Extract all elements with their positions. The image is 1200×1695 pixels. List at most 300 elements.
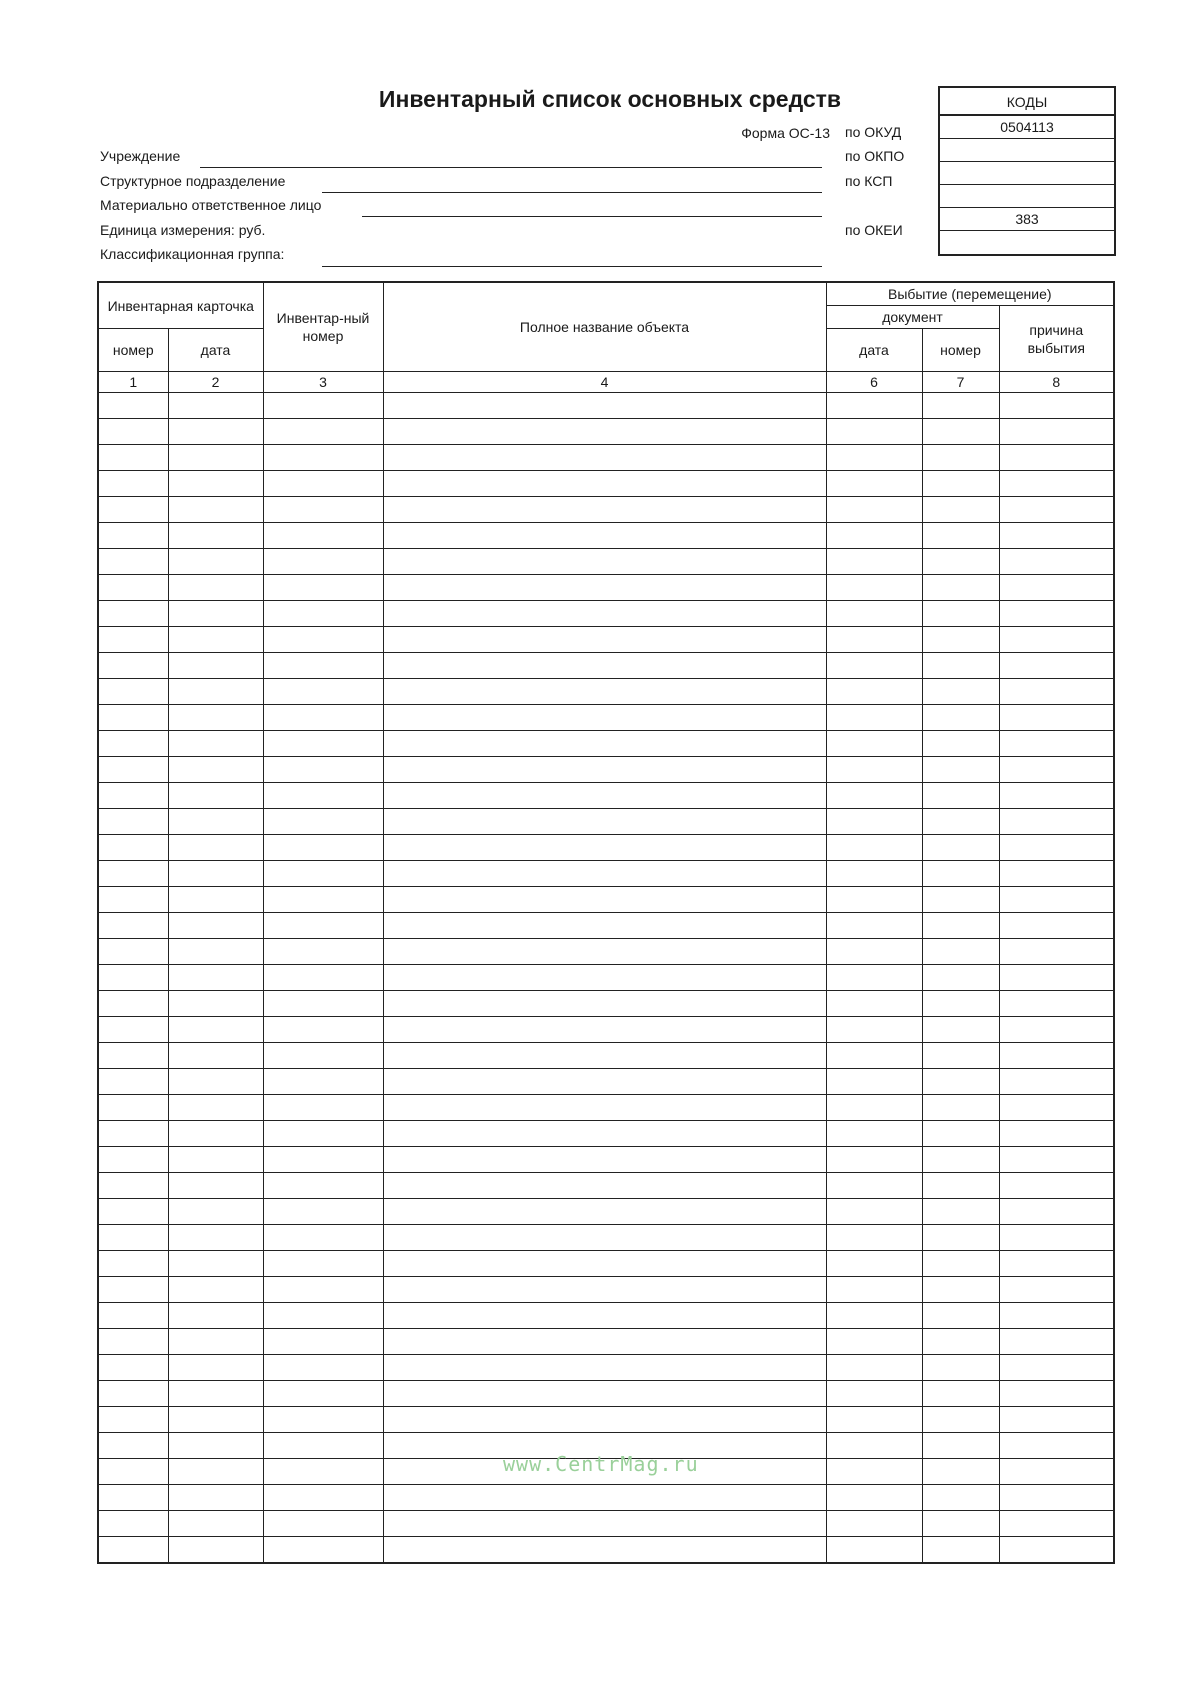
- table-cell[interactable]: [922, 1537, 999, 1564]
- table-cell[interactable]: [168, 1277, 263, 1303]
- table-cell[interactable]: [999, 939, 1114, 965]
- table-cell[interactable]: [922, 783, 999, 809]
- table-cell[interactable]: [826, 523, 922, 549]
- table-cell[interactable]: [98, 965, 168, 991]
- table-cell[interactable]: [999, 1381, 1114, 1407]
- table-cell[interactable]: [168, 1173, 263, 1199]
- table-cell[interactable]: [98, 1173, 168, 1199]
- table-cell[interactable]: [922, 1147, 999, 1173]
- table-cell[interactable]: [826, 497, 922, 523]
- table-cell[interactable]: [999, 1407, 1114, 1433]
- table-cell[interactable]: [922, 1251, 999, 1277]
- table-cell[interactable]: [383, 1069, 826, 1095]
- code-okpo[interactable]: [940, 139, 1114, 162]
- table-cell[interactable]: [263, 861, 383, 887]
- table-cell[interactable]: [168, 1043, 263, 1069]
- table-cell[interactable]: [922, 445, 999, 471]
- table-cell[interactable]: [826, 991, 922, 1017]
- table-cell[interactable]: [168, 549, 263, 575]
- table-cell[interactable]: [98, 549, 168, 575]
- table-cell[interactable]: [383, 887, 826, 913]
- table-cell[interactable]: [922, 575, 999, 601]
- table-cell[interactable]: [263, 627, 383, 653]
- table-cell[interactable]: [168, 497, 263, 523]
- table-cell[interactable]: [999, 1199, 1114, 1225]
- table-cell[interactable]: [383, 419, 826, 445]
- table-cell[interactable]: [999, 549, 1114, 575]
- table-cell[interactable]: [98, 835, 168, 861]
- table-cell[interactable]: [263, 757, 383, 783]
- table-cell[interactable]: [168, 393, 263, 419]
- table-cell[interactable]: [999, 1173, 1114, 1199]
- table-cell[interactable]: [922, 1355, 999, 1381]
- table-cell[interactable]: [383, 1277, 826, 1303]
- table-cell[interactable]: [263, 445, 383, 471]
- table-cell[interactable]: [98, 419, 168, 445]
- table-cell[interactable]: [98, 1277, 168, 1303]
- table-cell[interactable]: [383, 523, 826, 549]
- table-cell[interactable]: [383, 1225, 826, 1251]
- table-cell[interactable]: [98, 783, 168, 809]
- table-cell[interactable]: [383, 1199, 826, 1225]
- table-cell[interactable]: [383, 1251, 826, 1277]
- table-cell[interactable]: [263, 887, 383, 913]
- table-cell[interactable]: [263, 1277, 383, 1303]
- table-cell[interactable]: [826, 575, 922, 601]
- table-cell[interactable]: [168, 757, 263, 783]
- table-cell[interactable]: [98, 1485, 168, 1511]
- table-cell[interactable]: [98, 1329, 168, 1355]
- table-cell[interactable]: [263, 679, 383, 705]
- table-cell[interactable]: [168, 965, 263, 991]
- table-cell[interactable]: [383, 1485, 826, 1511]
- table-cell[interactable]: [922, 1459, 999, 1485]
- table-cell[interactable]: [168, 1225, 263, 1251]
- table-cell[interactable]: [383, 471, 826, 497]
- table-cell[interactable]: [383, 1303, 826, 1329]
- table-cell[interactable]: [826, 1381, 922, 1407]
- table-cell[interactable]: [826, 1459, 922, 1485]
- table-cell[interactable]: [999, 835, 1114, 861]
- table-cell[interactable]: [999, 601, 1114, 627]
- table-cell[interactable]: [263, 419, 383, 445]
- table-cell[interactable]: [999, 1485, 1114, 1511]
- table-cell[interactable]: [98, 627, 168, 653]
- table-cell[interactable]: [383, 1381, 826, 1407]
- table-cell[interactable]: [263, 497, 383, 523]
- table-cell[interactable]: [98, 705, 168, 731]
- table-cell[interactable]: [383, 1355, 826, 1381]
- table-cell[interactable]: [383, 653, 826, 679]
- table-cell[interactable]: [922, 1485, 999, 1511]
- table-cell[interactable]: [263, 835, 383, 861]
- table-cell[interactable]: [98, 757, 168, 783]
- table-cell[interactable]: [922, 679, 999, 705]
- table-cell[interactable]: [999, 1433, 1114, 1459]
- table-cell[interactable]: [999, 1511, 1114, 1537]
- table-cell[interactable]: [263, 575, 383, 601]
- table-cell[interactable]: [922, 1329, 999, 1355]
- table-cell[interactable]: [263, 1017, 383, 1043]
- table-cell[interactable]: [168, 1329, 263, 1355]
- table-cell[interactable]: [98, 679, 168, 705]
- table-cell[interactable]: [922, 835, 999, 861]
- table-cell[interactable]: [168, 1537, 263, 1564]
- table-cell[interactable]: [826, 1199, 922, 1225]
- table-cell[interactable]: [826, 1095, 922, 1121]
- table-cell[interactable]: [922, 965, 999, 991]
- table-cell[interactable]: [922, 523, 999, 549]
- table-cell[interactable]: [999, 1017, 1114, 1043]
- table-cell[interactable]: [922, 627, 999, 653]
- table-cell[interactable]: [999, 1121, 1114, 1147]
- table-cell[interactable]: [168, 887, 263, 913]
- table-cell[interactable]: [168, 627, 263, 653]
- table-cell[interactable]: [263, 1199, 383, 1225]
- table-cell[interactable]: [383, 1329, 826, 1355]
- table-cell[interactable]: [98, 1147, 168, 1173]
- table-cell[interactable]: [922, 757, 999, 783]
- table-cell[interactable]: [168, 1407, 263, 1433]
- table-cell[interactable]: [999, 679, 1114, 705]
- table-cell[interactable]: [263, 705, 383, 731]
- table-cell[interactable]: [383, 861, 826, 887]
- table-cell[interactable]: [263, 913, 383, 939]
- table-cell[interactable]: [383, 965, 826, 991]
- table-cell[interactable]: [922, 939, 999, 965]
- table-cell[interactable]: [999, 1277, 1114, 1303]
- table-cell[interactable]: [383, 1121, 826, 1147]
- table-cell[interactable]: [263, 991, 383, 1017]
- table-cell[interactable]: [922, 887, 999, 913]
- table-cell[interactable]: [826, 1017, 922, 1043]
- table-cell[interactable]: [98, 1225, 168, 1251]
- table-cell[interactable]: [999, 1225, 1114, 1251]
- code-blank-2[interactable]: [940, 231, 1114, 254]
- table-cell[interactable]: [263, 1485, 383, 1511]
- table-cell[interactable]: [383, 601, 826, 627]
- table-cell[interactable]: [98, 497, 168, 523]
- table-cell[interactable]: [263, 601, 383, 627]
- table-cell[interactable]: [922, 1407, 999, 1433]
- table-cell[interactable]: [383, 783, 826, 809]
- table-cell[interactable]: [922, 1303, 999, 1329]
- table-cell[interactable]: [98, 1095, 168, 1121]
- table-cell[interactable]: [922, 653, 999, 679]
- field-line-class-group[interactable]: [322, 266, 822, 267]
- table-cell[interactable]: [826, 679, 922, 705]
- table-cell[interactable]: [98, 1433, 168, 1459]
- table-cell[interactable]: [826, 1303, 922, 1329]
- table-cell[interactable]: [922, 809, 999, 835]
- table-cell[interactable]: [98, 1199, 168, 1225]
- table-cell[interactable]: [826, 1251, 922, 1277]
- table-cell[interactable]: [98, 1017, 168, 1043]
- table-cell[interactable]: [999, 965, 1114, 991]
- table-cell[interactable]: [98, 1069, 168, 1095]
- table-cell[interactable]: [383, 393, 826, 419]
- table-cell[interactable]: [263, 809, 383, 835]
- table-cell[interactable]: [826, 705, 922, 731]
- field-line-division[interactable]: [322, 192, 822, 193]
- table-cell[interactable]: [263, 653, 383, 679]
- table-cell[interactable]: [263, 731, 383, 757]
- table-cell[interactable]: [999, 523, 1114, 549]
- table-cell[interactable]: [826, 471, 922, 497]
- table-cell[interactable]: [826, 731, 922, 757]
- table-cell[interactable]: [999, 861, 1114, 887]
- code-ksp[interactable]: [940, 162, 1114, 185]
- table-cell[interactable]: [826, 1225, 922, 1251]
- table-cell[interactable]: [168, 1095, 263, 1121]
- table-cell[interactable]: [168, 991, 263, 1017]
- table-cell[interactable]: [999, 887, 1114, 913]
- table-cell[interactable]: [999, 705, 1114, 731]
- table-cell[interactable]: [383, 809, 826, 835]
- table-cell[interactable]: [98, 861, 168, 887]
- table-cell[interactable]: [922, 1433, 999, 1459]
- table-cell[interactable]: [263, 1381, 383, 1407]
- table-cell[interactable]: [263, 1225, 383, 1251]
- table-cell[interactable]: [168, 653, 263, 679]
- table-cell[interactable]: [168, 1433, 263, 1459]
- table-cell[interactable]: [263, 1355, 383, 1381]
- table-cell[interactable]: [98, 1121, 168, 1147]
- table-cell[interactable]: [922, 861, 999, 887]
- table-cell[interactable]: [922, 497, 999, 523]
- table-cell[interactable]: [168, 1147, 263, 1173]
- table-cell[interactable]: [922, 913, 999, 939]
- table-cell[interactable]: [999, 627, 1114, 653]
- table-cell[interactable]: [999, 1537, 1114, 1564]
- table-cell[interactable]: [263, 1069, 383, 1095]
- table-cell[interactable]: [98, 939, 168, 965]
- table-cell[interactable]: [98, 393, 168, 419]
- table-cell[interactable]: [383, 835, 826, 861]
- table-cell[interactable]: [922, 1043, 999, 1069]
- table-cell[interactable]: [263, 1043, 383, 1069]
- table-cell[interactable]: [263, 1537, 383, 1564]
- table-cell[interactable]: [168, 1199, 263, 1225]
- table-cell[interactable]: [263, 1121, 383, 1147]
- table-cell[interactable]: [999, 1459, 1114, 1485]
- table-cell[interactable]: [999, 1303, 1114, 1329]
- table-cell[interactable]: [98, 1407, 168, 1433]
- table-cell[interactable]: [999, 809, 1114, 835]
- code-okei[interactable]: 383: [940, 208, 1114, 231]
- table-cell[interactable]: [168, 523, 263, 549]
- table-cell[interactable]: [263, 965, 383, 991]
- table-cell[interactable]: [168, 1511, 263, 1537]
- table-cell[interactable]: [98, 1251, 168, 1277]
- table-cell[interactable]: [826, 627, 922, 653]
- table-cell[interactable]: [263, 783, 383, 809]
- table-cell[interactable]: [263, 523, 383, 549]
- table-cell[interactable]: [826, 861, 922, 887]
- table-cell[interactable]: [168, 1355, 263, 1381]
- table-cell[interactable]: [383, 1173, 826, 1199]
- table-cell[interactable]: [383, 445, 826, 471]
- table-cell[interactable]: [383, 731, 826, 757]
- table-cell[interactable]: [383, 679, 826, 705]
- table-cell[interactable]: [922, 991, 999, 1017]
- table-cell[interactable]: [98, 575, 168, 601]
- table-cell[interactable]: [98, 1459, 168, 1485]
- table-cell[interactable]: [826, 913, 922, 939]
- table-cell[interactable]: [263, 549, 383, 575]
- table-cell[interactable]: [98, 653, 168, 679]
- table-cell[interactable]: [383, 939, 826, 965]
- table-cell[interactable]: [826, 1173, 922, 1199]
- table-cell[interactable]: [922, 1277, 999, 1303]
- table-cell[interactable]: [999, 393, 1114, 419]
- table-cell[interactable]: [263, 1173, 383, 1199]
- table-cell[interactable]: [999, 991, 1114, 1017]
- table-cell[interactable]: [999, 653, 1114, 679]
- table-cell[interactable]: [826, 1329, 922, 1355]
- table-cell[interactable]: [826, 1069, 922, 1095]
- table-cell[interactable]: [999, 1069, 1114, 1095]
- table-cell[interactable]: [826, 549, 922, 575]
- table-cell[interactable]: [168, 1381, 263, 1407]
- table-cell[interactable]: [98, 809, 168, 835]
- table-cell[interactable]: [999, 471, 1114, 497]
- table-cell[interactable]: [999, 1329, 1114, 1355]
- table-cell[interactable]: [263, 1329, 383, 1355]
- table-cell[interactable]: [826, 653, 922, 679]
- table-cell[interactable]: [826, 1277, 922, 1303]
- table-cell[interactable]: [98, 991, 168, 1017]
- table-cell[interactable]: [826, 835, 922, 861]
- table-cell[interactable]: [263, 1095, 383, 1121]
- field-line-responsible[interactable]: [362, 216, 822, 217]
- table-cell[interactable]: [383, 575, 826, 601]
- table-cell[interactable]: [826, 445, 922, 471]
- table-cell[interactable]: [383, 1095, 826, 1121]
- table-cell[interactable]: [383, 1017, 826, 1043]
- table-cell[interactable]: [826, 601, 922, 627]
- table-cell[interactable]: [826, 1407, 922, 1433]
- table-cell[interactable]: [168, 705, 263, 731]
- table-cell[interactable]: [383, 913, 826, 939]
- table-cell[interactable]: [383, 1043, 826, 1069]
- table-cell[interactable]: [826, 965, 922, 991]
- table-cell[interactable]: [922, 549, 999, 575]
- table-cell[interactable]: [999, 419, 1114, 445]
- table-cell[interactable]: [922, 1017, 999, 1043]
- table-cell[interactable]: [826, 393, 922, 419]
- table-cell[interactable]: [999, 445, 1114, 471]
- table-cell[interactable]: [826, 1511, 922, 1537]
- table-cell[interactable]: [922, 731, 999, 757]
- table-cell[interactable]: [826, 757, 922, 783]
- table-cell[interactable]: [383, 705, 826, 731]
- table-cell[interactable]: [922, 471, 999, 497]
- field-line-institution[interactable]: [200, 167, 822, 168]
- table-cell[interactable]: [999, 731, 1114, 757]
- table-cell[interactable]: [98, 913, 168, 939]
- table-cell[interactable]: [168, 913, 263, 939]
- table-cell[interactable]: [168, 445, 263, 471]
- table-cell[interactable]: [922, 705, 999, 731]
- table-cell[interactable]: [826, 887, 922, 913]
- table-cell[interactable]: [383, 1511, 826, 1537]
- table-cell[interactable]: [826, 1147, 922, 1173]
- table-cell[interactable]: [168, 1121, 263, 1147]
- table-cell[interactable]: [826, 1355, 922, 1381]
- table-cell[interactable]: [922, 1069, 999, 1095]
- table-cell[interactable]: [383, 627, 826, 653]
- table-cell[interactable]: [263, 1511, 383, 1537]
- table-cell[interactable]: [826, 419, 922, 445]
- table-cell[interactable]: [168, 601, 263, 627]
- table-cell[interactable]: [999, 1095, 1114, 1121]
- table-cell[interactable]: [98, 731, 168, 757]
- table-cell[interactable]: [263, 1251, 383, 1277]
- code-okud[interactable]: 0504113: [940, 116, 1114, 139]
- table-cell[interactable]: [922, 1511, 999, 1537]
- table-cell[interactable]: [168, 783, 263, 809]
- table-cell[interactable]: [168, 861, 263, 887]
- table-cell[interactable]: [826, 939, 922, 965]
- table-cell[interactable]: [263, 1433, 383, 1459]
- table-cell[interactable]: [98, 601, 168, 627]
- table-cell[interactable]: [263, 471, 383, 497]
- table-cell[interactable]: [999, 1251, 1114, 1277]
- table-cell[interactable]: [168, 471, 263, 497]
- table-cell[interactable]: [168, 679, 263, 705]
- table-cell[interactable]: [922, 1121, 999, 1147]
- table-cell[interactable]: [168, 1069, 263, 1095]
- table-cell[interactable]: [999, 1147, 1114, 1173]
- table-cell[interactable]: [168, 1303, 263, 1329]
- table-cell[interactable]: [263, 1147, 383, 1173]
- table-cell[interactable]: [168, 731, 263, 757]
- table-cell[interactable]: [922, 601, 999, 627]
- table-cell[interactable]: [999, 783, 1114, 809]
- table-cell[interactable]: [98, 887, 168, 913]
- table-cell[interactable]: [383, 1537, 826, 1564]
- table-cell[interactable]: [383, 549, 826, 575]
- table-cell[interactable]: [826, 1537, 922, 1564]
- table-cell[interactable]: [263, 393, 383, 419]
- table-cell[interactable]: [98, 1537, 168, 1564]
- table-cell[interactable]: [98, 523, 168, 549]
- table-cell[interactable]: [263, 939, 383, 965]
- table-cell[interactable]: [826, 783, 922, 809]
- table-cell[interactable]: [922, 1381, 999, 1407]
- table-cell[interactable]: [999, 1043, 1114, 1069]
- table-cell[interactable]: [98, 1355, 168, 1381]
- table-cell[interactable]: [263, 1459, 383, 1485]
- table-cell[interactable]: [999, 497, 1114, 523]
- table-cell[interactable]: [168, 575, 263, 601]
- table-cell[interactable]: [826, 809, 922, 835]
- table-cell[interactable]: [922, 1199, 999, 1225]
- table-cell[interactable]: [168, 809, 263, 835]
- table-cell[interactable]: [98, 1043, 168, 1069]
- table-cell[interactable]: [922, 1173, 999, 1199]
- table-cell[interactable]: [168, 1485, 263, 1511]
- table-cell[interactable]: [922, 393, 999, 419]
- table-cell[interactable]: [98, 1511, 168, 1537]
- table-cell[interactable]: [999, 757, 1114, 783]
- table-cell[interactable]: [922, 1225, 999, 1251]
- table-cell[interactable]: [922, 1095, 999, 1121]
- code-blank[interactable]: [940, 185, 1114, 208]
- table-cell[interactable]: [999, 1355, 1114, 1381]
- table-cell[interactable]: [168, 939, 263, 965]
